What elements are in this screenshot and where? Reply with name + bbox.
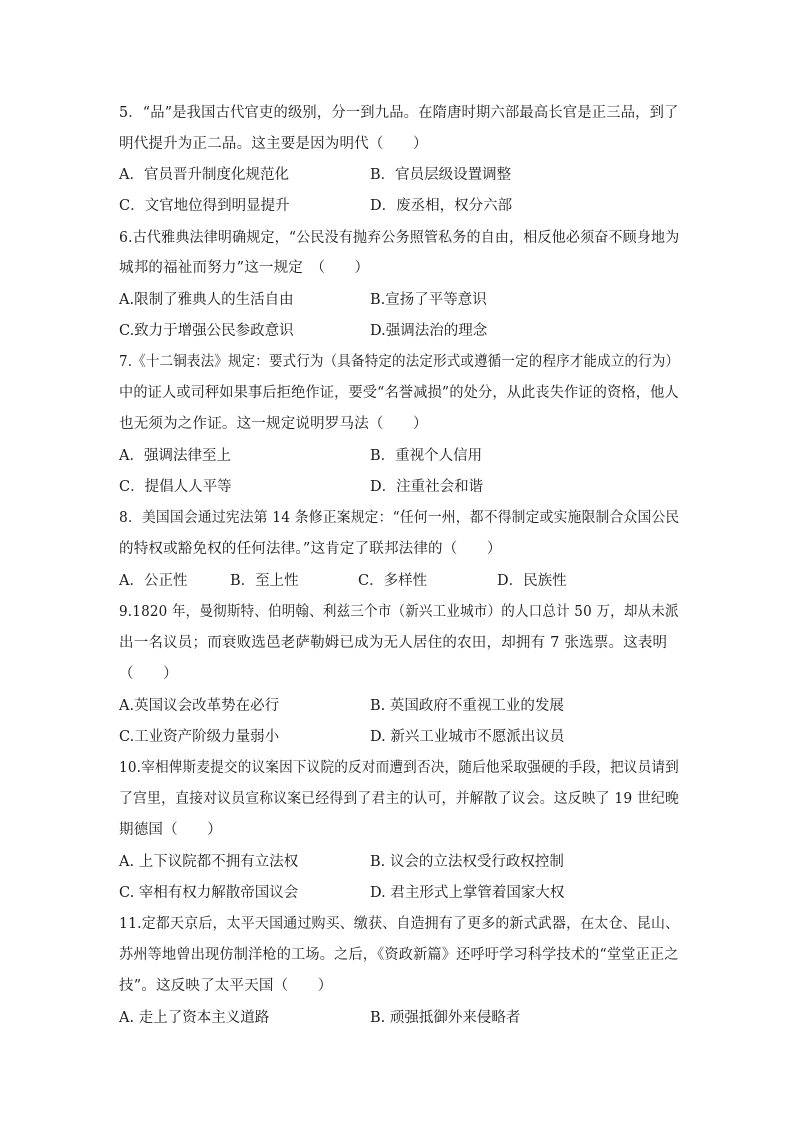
q11-stem-line-2: 苏州等地曾出现仿制洋枪的工场。之后，《资政新篇》还呼吁学习科学技术的“堂堂正正之: [119, 947, 679, 963]
q11-option-b: B. 顽强抵御外来侵略者: [370, 1010, 521, 1026]
q8-option-c: C．多样性: [358, 573, 428, 589]
q10-option-d: D. 君主形式上掌管着国家大权: [370, 885, 565, 901]
q9-stem-line-1: 9.1820 年，曼彻斯特、伯明翰、利兹三个市（新兴工业城市）的人口总计 50 万，却从未派: [119, 604, 679, 620]
q7-option-c: C．提倡人人平等: [119, 479, 232, 495]
q6-option-b: B.宣扬了平等意识: [370, 292, 487, 308]
q7-stem-line-1: 7.《十二铜表法》规定：要式行为（具备特定的法定形式或遵循一定的程序才能成立的行为）: [119, 354, 680, 370]
q6-stem-line-2: 城邦的福祉而努力”这一规定 （ ）: [119, 260, 370, 276]
q6-option-d: D.强调法治的理念: [370, 323, 488, 339]
q7-stem-line-3: 也无须为之作证。这一规定说明罗马法（ ）: [119, 416, 428, 432]
q5-stem-line-1: 5．“品”是我国古代官吏的级别，分一到九品。在隋唐时期六部最高长官是正三品，到了: [119, 105, 679, 121]
q8-option-b: B．至上性: [230, 573, 299, 589]
q6-stem-line-1: 6.古代雅典法律明确规定，“公民没有抛弃公务照管私务的自由，相反他必须奋不顾身地为: [119, 230, 680, 246]
q10-stem-line-2: 了宫里，直接对议员宣称议案已经得到了君主的认可，并解散了议会。这反映了 19 世纪晚: [119, 791, 680, 807]
q9-option-d: D. 新兴工业城市不愿派出议员: [370, 729, 565, 745]
q9-option-a: A.英国议会改革势在必行: [119, 698, 280, 714]
q8-stem-line-1: 8．美国国会通过宪法第 14 条修正案规定：“任何一州，都不得制定或实施限制合众国公民: [119, 510, 680, 526]
q8-stem-line-2: 的特权或豁免权的任何法律。”这肯定了联邦法律的（ ）: [119, 541, 502, 557]
q7-option-a: A．强调法律至上: [119, 448, 231, 464]
q5-option-c: C．文官地位得到明显提升: [119, 198, 290, 214]
q5-stem-line-2: 明代提升为正二品。这主要是因为明代（ ）: [119, 136, 428, 152]
q10-stem-line-3: 期德国（ ）: [119, 822, 222, 838]
q7-stem-line-2: 中的证人或司秤如果事后拒绝作证，要受“名誉减损”的处分，从此丧失作证的资格，他人: [119, 385, 679, 401]
q11-stem-line-3: 技”。这反映了太平天国（ ）: [119, 978, 333, 994]
q7-option-b: B．重视个人信用: [370, 448, 483, 464]
q10-option-a: A. 上下议院都不拥有立法权: [119, 854, 299, 870]
q9-option-c: C.工业资产阶级力量弱小: [119, 729, 280, 745]
q8-option-d: D．民族性: [497, 573, 567, 589]
q9-stem-line-2: 出一名议员；而衰败选邑老萨勒姆已成为无人居住的农田，却拥有 7 张选票。这表明: [119, 635, 668, 651]
q9-stem-line-3: （ ）: [119, 666, 178, 682]
q9-option-b: B. 英国政府不重视工业的发展: [370, 698, 564, 714]
q5-option-b: B．官员层级设置调整: [370, 167, 512, 183]
q7-option-d: D．注重社会和谐: [370, 479, 484, 495]
q11-option-a: A. 走上了资本主义道路: [119, 1010, 270, 1026]
q6-option-c: C.致力于增强公民参政意识: [119, 323, 294, 339]
q5-option-a: A．官员晋升制度化规范化: [119, 167, 289, 183]
q11-stem-line-1: 11.定都天京后，太平天国通过购买、缴获、自造拥有了更多的新式武器，在太仓、昆山、: [119, 916, 680, 932]
q10-option-b: B. 议会的立法权受行政权控制: [370, 854, 564, 870]
q5-option-d: D．废丞相，权分六部: [370, 198, 513, 214]
q10-option-c: C. 宰相有权力解散帝国议会: [119, 885, 299, 901]
q6-option-a: A.限制了雅典人的生活自由: [119, 292, 294, 308]
q10-stem-line-1: 10.宰相俾斯麦提交的议案因下议院的反对而遭到否决，随后他采取强硬的手段，把议员请到: [119, 760, 679, 776]
q8-option-a: A．公正性: [119, 573, 188, 589]
